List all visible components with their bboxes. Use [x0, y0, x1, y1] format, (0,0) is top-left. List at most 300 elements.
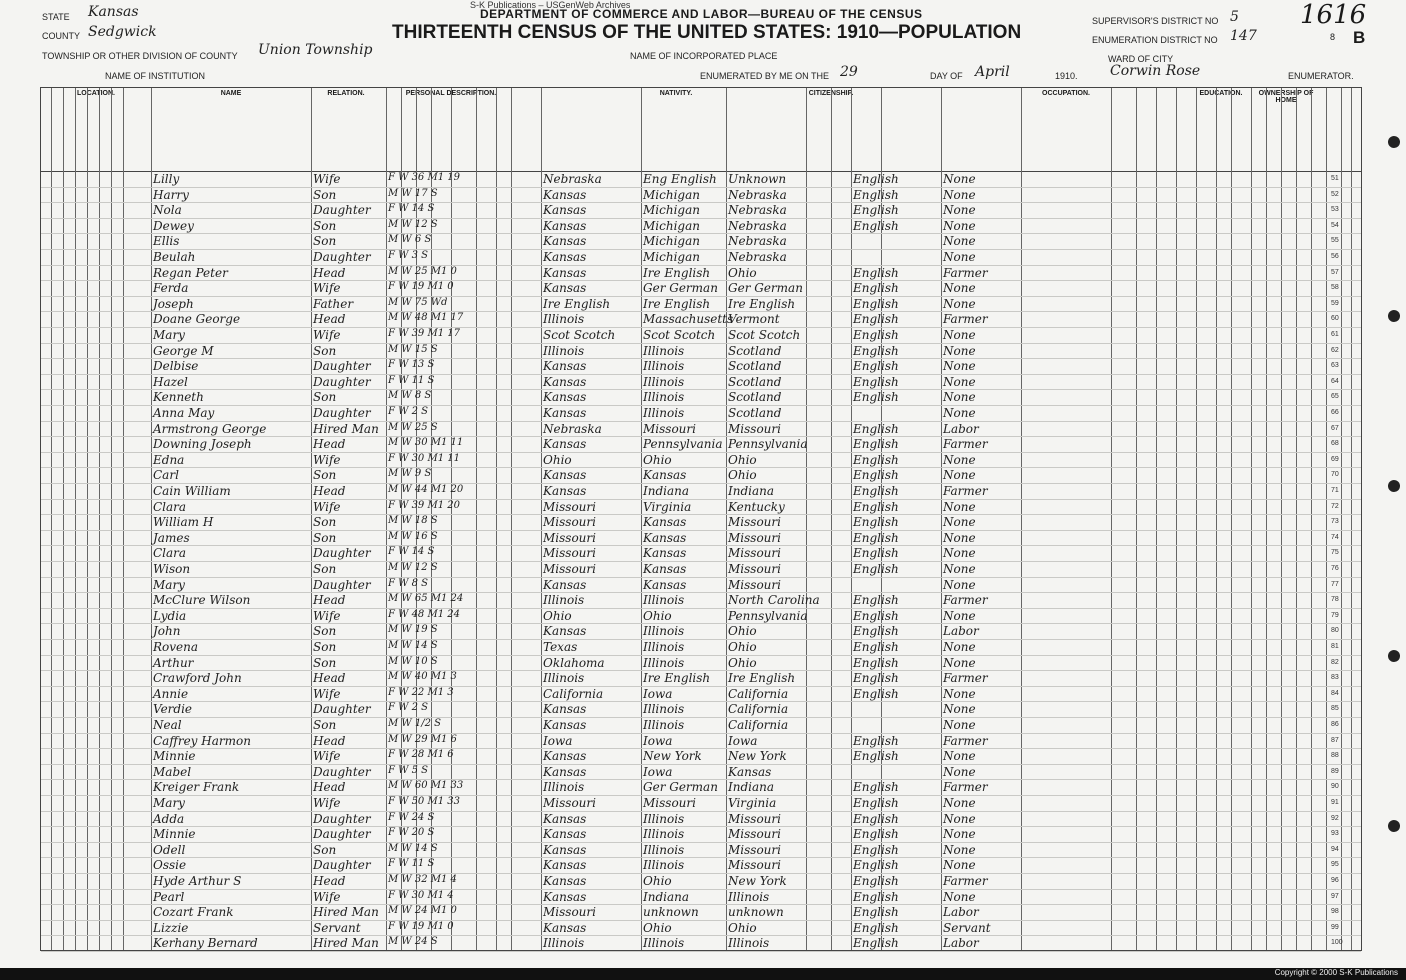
- birthplace-father: Ohio: [643, 920, 672, 935]
- relation-cell: Son: [313, 515, 337, 530]
- language-cell: English: [853, 874, 899, 888]
- birthplace-father: Virginia: [643, 499, 692, 514]
- language-cell: English: [853, 187, 899, 202]
- personal-description: M W 32 M1 4: [388, 874, 457, 885]
- birthplace-mother: Missouri: [728, 421, 781, 436]
- row-divider: [41, 857, 1361, 858]
- line-number: 76: [1331, 565, 1339, 572]
- county-label: COUNTY: [42, 31, 80, 41]
- occupation-cell: None: [943, 530, 976, 545]
- supervisor-value: 5: [1230, 9, 1239, 25]
- birthplace-father: Kansas: [643, 546, 687, 561]
- occupation-cell: None: [943, 640, 976, 654]
- row-divider: [41, 639, 1361, 640]
- relation-cell: Son: [313, 218, 337, 233]
- row-divider: [41, 202, 1361, 203]
- occupation-cell: None: [943, 889, 976, 904]
- line-number: 54: [1331, 221, 1339, 229]
- birthplace-mother: Missouri: [728, 530, 781, 545]
- person-name: Caffrey Harmon: [153, 733, 251, 748]
- group-relation: RELATION.: [327, 90, 365, 97]
- binder-hole: [1388, 480, 1400, 492]
- language-cell: English: [853, 749, 899, 764]
- occupation-cell: Farmer: [943, 874, 988, 888]
- relation-cell: Hired Man: [313, 905, 379, 920]
- person-name: Crawford John: [153, 671, 242, 686]
- line-number: 90: [1331, 783, 1339, 791]
- birthplace-mother: New York: [728, 874, 787, 888]
- language-cell: English: [853, 811, 899, 826]
- institution-label: NAME OF INSTITUTION: [105, 71, 205, 81]
- birthplace-mother: Ohio: [728, 640, 757, 654]
- birthplace-father: Ger German: [643, 281, 718, 296]
- line-number: 72: [1331, 502, 1339, 510]
- relation-cell: Daughter: [313, 406, 371, 420]
- person-name: Hazel: [153, 374, 188, 389]
- occupation-cell: None: [943, 702, 976, 717]
- birthplace-person: Kansas: [543, 250, 587, 264]
- language-cell: English: [853, 452, 899, 467]
- row-divider: [41, 343, 1361, 344]
- occupation-cell: None: [943, 359, 976, 374]
- line-number: 81: [1331, 643, 1339, 650]
- binder-hole: [1388, 820, 1400, 832]
- row-divider: [41, 717, 1361, 718]
- row-divider: [41, 686, 1361, 687]
- relation-cell: Son: [313, 234, 337, 249]
- birthplace-person: Missouri: [543, 905, 596, 920]
- occupation-cell: None: [943, 515, 976, 530]
- birthplace-father: Illinois: [643, 390, 685, 405]
- birthplace-person: Illinois: [543, 593, 585, 608]
- personal-description: F W 28 M1 6: [388, 749, 454, 761]
- birthplace-person: Kansas: [543, 218, 587, 233]
- occupation-cell: Farmer: [943, 312, 988, 327]
- year-label: 1910.: [1055, 71, 1078, 81]
- binder-hole: [1388, 650, 1400, 662]
- birthplace-person: Illinois: [543, 936, 585, 951]
- county-value: Sedgwick: [88, 24, 157, 40]
- line-number: 77: [1331, 580, 1339, 588]
- relation-cell: Son: [313, 343, 337, 358]
- occupation-cell: None: [943, 390, 976, 405]
- birthplace-mother: Indiana: [728, 484, 775, 498]
- language-cell: English: [853, 218, 899, 233]
- occupation-cell: Farmer: [943, 733, 988, 748]
- birthplace-mother: Scotland: [728, 374, 782, 389]
- birthplace-mother: Scotland: [728, 343, 782, 358]
- birthplace-father: Kansas: [643, 515, 687, 530]
- relation-cell: Daughter: [313, 250, 371, 264]
- relation-cell: Wife: [313, 889, 341, 904]
- person-name: Lizzie: [153, 920, 189, 935]
- birthplace-mother: Nebraska: [728, 203, 787, 218]
- birthplace-father: Illinois: [643, 593, 685, 608]
- language-cell: English: [853, 608, 899, 623]
- language-cell: English: [853, 499, 899, 514]
- birthplace-person: Kansas: [543, 281, 587, 296]
- birthplace-father: Illinois: [643, 936, 685, 951]
- birthplace-mother: Missouri: [728, 858, 781, 873]
- language-cell: English: [853, 889, 899, 904]
- relation-cell: Wife: [313, 452, 341, 467]
- relation-cell: Head: [313, 312, 346, 327]
- birthplace-person: Ohio: [543, 608, 572, 623]
- personal-description: F W 36 M1 19: [388, 172, 460, 183]
- birthplace-father: Illinois: [643, 718, 685, 732]
- personal-description: M W 40 M1 3: [388, 671, 457, 683]
- archive-credit: S-K Publications – USGenWeb Archives: [470, 0, 631, 10]
- row-divider: [41, 389, 1361, 390]
- relation-cell: Daughter: [313, 811, 371, 826]
- birthplace-father: Eng English: [643, 172, 717, 186]
- birthplace-father: Illinois: [643, 359, 685, 374]
- relation-cell: Wife: [313, 328, 341, 342]
- birthplace-father: Illinois: [643, 343, 685, 358]
- occupation-cell: None: [943, 374, 976, 389]
- sheet-letter: B: [1353, 28, 1366, 47]
- occupation-cell: Labor: [943, 624, 979, 639]
- birthplace-father: Illinois: [643, 374, 685, 389]
- language-cell: English: [853, 265, 899, 280]
- person-name: Dewey: [153, 218, 194, 233]
- page-title: THIRTEENTH CENSUS OF THE UNITED STATES: 1910—POPULATION: [392, 22, 1022, 43]
- birthplace-person: Kansas: [543, 187, 587, 202]
- birthplace-person: Kansas: [543, 811, 587, 826]
- birthplace-person: Kansas: [543, 749, 587, 764]
- person-name: Harry: [153, 187, 189, 202]
- personal-description: F W 14 S: [388, 546, 435, 558]
- personal-description: M W 25 S: [388, 421, 438, 433]
- birthplace-person: Kansas: [543, 702, 587, 717]
- personal-description: F W 50 M1 33: [388, 796, 460, 807]
- occupation-cell: None: [943, 218, 976, 233]
- language-cell: English: [853, 920, 899, 935]
- birthplace-person: Nebraska: [543, 172, 602, 186]
- supervisor-label: SUPERVISOR'S DISTRICT NO: [1092, 16, 1219, 26]
- line-number: 89: [1331, 767, 1339, 775]
- birthplace-father: Illinois: [643, 811, 685, 826]
- occupation-cell: Farmer: [943, 780, 988, 795]
- line-number: 51: [1331, 175, 1339, 182]
- person-name: William H: [153, 515, 214, 530]
- personal-description: M W 75 Wd: [388, 296, 448, 308]
- personal-description: F W 30 M1 11: [388, 452, 460, 464]
- birthplace-father: Illinois: [643, 624, 685, 639]
- birthplace-person: Missouri: [543, 499, 596, 514]
- birthplace-mother: Missouri: [728, 842, 781, 857]
- birthplace-father: Illinois: [643, 827, 685, 842]
- personal-description: M W 30 M1 11: [388, 437, 464, 449]
- person-name: Regan Peter: [153, 265, 228, 280]
- relation-cell: Father: [313, 296, 354, 311]
- row-divider: [41, 608, 1361, 609]
- row-divider: [41, 826, 1361, 827]
- personal-description: F W 13 S: [388, 359, 435, 371]
- birthplace-mother: Virginia: [728, 796, 777, 810]
- occupation-cell: Farmer: [943, 593, 988, 608]
- occupation-cell: None: [943, 796, 976, 810]
- relation-cell: Hired Man: [313, 936, 379, 951]
- birthplace-person: Kansas: [543, 374, 587, 389]
- line-number: 100: [1331, 939, 1343, 947]
- person-name: Rovena: [153, 640, 199, 654]
- row-divider: [41, 623, 1361, 624]
- birthplace-person: Texas: [543, 640, 578, 654]
- language-cell: English: [853, 484, 899, 498]
- birthplace-person: Oklahoma: [543, 655, 605, 670]
- person-name: George M: [153, 343, 214, 358]
- birthplace-person: Kansas: [543, 265, 587, 280]
- birthplace-mother: Ohio: [728, 624, 757, 639]
- person-name: James: [153, 530, 190, 545]
- relation-cell: Son: [313, 390, 337, 405]
- relation-cell: Daughter: [313, 764, 371, 779]
- language-cell: English: [853, 172, 899, 186]
- birthplace-mother: Scot Scotch: [728, 328, 801, 342]
- language-cell: English: [853, 827, 899, 842]
- birthplace-mother: Unknown: [728, 172, 787, 186]
- language-cell: English: [853, 686, 899, 701]
- birthplace-mother: Ohio: [728, 452, 757, 467]
- relation-cell: Wife: [313, 172, 341, 186]
- person-name: Annie: [153, 686, 189, 701]
- birthplace-father: Ire English: [643, 265, 711, 280]
- personal-description: F W 11 S: [388, 858, 435, 870]
- person-name: Nola: [153, 203, 182, 218]
- birthplace-mother: Nebraska: [728, 218, 787, 233]
- line-number: 85: [1331, 705, 1339, 713]
- person-name: Minnie: [153, 827, 196, 842]
- birthplace-father: Missouri: [643, 421, 696, 436]
- birthplace-father: Michigan: [643, 250, 700, 264]
- sheet-number: 8: [1330, 32, 1336, 42]
- birthplace-person: Illinois: [543, 343, 585, 358]
- birthplace-person: Missouri: [543, 530, 596, 545]
- row-divider: [41, 842, 1361, 843]
- line-number: 88: [1331, 752, 1339, 760]
- line-number: 68: [1331, 440, 1339, 448]
- birthplace-father: Ire English: [643, 671, 711, 686]
- relation-cell: Head: [313, 265, 346, 280]
- personal-description: M W 16 S: [388, 530, 438, 542]
- occupation-cell: None: [943, 827, 976, 842]
- relation-cell: Son: [313, 718, 337, 732]
- relation-cell: Son: [313, 640, 337, 654]
- line-number: 67: [1331, 424, 1339, 432]
- occupation-cell: None: [943, 187, 976, 202]
- relation-cell: Wife: [313, 608, 341, 623]
- person-name: Ferda: [153, 281, 189, 296]
- birthplace-person: Kansas: [543, 577, 587, 592]
- personal-description: M W 10 S: [388, 655, 438, 667]
- person-name: Lilly: [153, 172, 180, 186]
- birthplace-person: Iowa: [543, 733, 573, 748]
- person-name: Mary: [153, 577, 185, 592]
- line-number: 99: [1331, 923, 1339, 931]
- personal-description: F W 19 M1 0: [388, 920, 454, 932]
- line-number: 82: [1331, 658, 1339, 666]
- birthplace-mother: Ohio: [728, 265, 757, 280]
- birthplace-mother: Nebraska: [728, 187, 787, 202]
- group-citizenship: CITIZENSHIP.: [808, 90, 854, 97]
- row-divider: [41, 358, 1361, 359]
- personal-description: M W 12 S: [388, 218, 438, 230]
- birthplace-mother: Missouri: [728, 546, 781, 561]
- occupation-cell: Servant: [943, 920, 991, 935]
- person-name: Mary: [153, 328, 185, 342]
- line-number: 96: [1331, 877, 1339, 884]
- birthplace-mother: Illinois: [728, 889, 770, 904]
- personal-description: F W 5 S: [388, 764, 428, 776]
- person-name: Verdie: [153, 702, 193, 717]
- person-name: Cozart Frank: [153, 905, 234, 920]
- relation-cell: Wife: [313, 281, 341, 296]
- language-cell: English: [853, 546, 899, 561]
- personal-description: M W 24 S: [388, 936, 438, 948]
- line-number: 70: [1331, 471, 1339, 479]
- birthplace-mother: California: [728, 686, 789, 701]
- column-header-band: [41, 88, 1361, 172]
- personal-description: M W 44 M1 20: [388, 484, 464, 495]
- occupation-cell: None: [943, 842, 976, 857]
- person-name: Odell: [153, 842, 186, 857]
- personal-description: F W 30 M1 4: [388, 889, 454, 901]
- line-number: 53: [1331, 206, 1339, 214]
- row-divider: [41, 374, 1361, 375]
- line-number: 60: [1331, 315, 1339, 323]
- binder-hole: [1388, 310, 1400, 322]
- birthplace-mother: Missouri: [728, 562, 781, 576]
- birthplace-person: Kansas: [543, 390, 587, 405]
- birthplace-person: Missouri: [543, 796, 596, 810]
- occupation-cell: None: [943, 234, 976, 249]
- row-divider: [41, 889, 1361, 890]
- personal-description: F W 11 S: [388, 374, 435, 386]
- birthplace-mother: Vermont: [728, 312, 780, 327]
- birthplace-father: Ire English: [643, 296, 711, 311]
- occupation-cell: None: [943, 686, 976, 701]
- birthplace-person: Kansas: [543, 468, 587, 483]
- birthplace-mother: Ire English: [728, 296, 796, 311]
- birthplace-person: Kansas: [543, 437, 587, 452]
- relation-cell: Head: [313, 733, 346, 748]
- township-label: TOWNSHIP OR OTHER DIVISION OF COUNTY: [42, 51, 238, 61]
- relation-cell: Son: [313, 530, 337, 545]
- occupation-cell: None: [943, 203, 976, 218]
- row-divider: [41, 655, 1361, 656]
- copyright-text: Copyright © 2000 S-K Publications: [1274, 968, 1398, 977]
- birthplace-mother: Pennsylvania: [728, 437, 808, 452]
- birthplace-father: Michigan: [643, 234, 700, 249]
- personal-description: F W 39 M1 20: [388, 499, 460, 511]
- personal-description: M W 17 S: [388, 187, 438, 199]
- relation-cell: Wife: [313, 686, 341, 701]
- personal-description: M W 19 S: [388, 624, 438, 636]
- birthplace-mother: Missouri: [728, 811, 781, 826]
- birthplace-mother: Scotland: [728, 359, 782, 374]
- birthplace-person: Kansas: [543, 874, 587, 888]
- birthplace-person: Kansas: [543, 203, 587, 218]
- personal-description: F W 22 M1 3: [388, 686, 454, 698]
- birthplace-person: Kansas: [543, 234, 587, 249]
- language-cell: English: [853, 437, 899, 452]
- language-cell: English: [853, 671, 899, 686]
- relation-cell: Servant: [313, 920, 361, 935]
- person-name: Minnie: [153, 749, 196, 764]
- birthplace-father: Kansas: [643, 530, 687, 545]
- personal-description: F W 14 S: [388, 203, 435, 215]
- line-number: 95: [1331, 861, 1339, 869]
- language-cell: English: [853, 655, 899, 670]
- relation-cell: Son: [313, 187, 337, 202]
- relation-cell: Daughter: [313, 546, 371, 561]
- birthplace-father: Kansas: [643, 562, 687, 576]
- row-divider: [41, 577, 1361, 578]
- relation-cell: Head: [313, 484, 346, 498]
- person-name: Clara: [153, 546, 187, 561]
- birthplace-mother: Ohio: [728, 468, 757, 483]
- birthplace-father: Illinois: [643, 858, 685, 873]
- birthplace-mother: Nebraska: [728, 234, 787, 249]
- line-number: 80: [1331, 627, 1339, 635]
- birthplace-father: Ohio: [643, 452, 672, 467]
- person-name: Kerhany Bernard: [153, 936, 258, 951]
- language-cell: English: [853, 328, 899, 342]
- line-number: 63: [1331, 362, 1339, 370]
- person-name: Mabel: [153, 764, 192, 779]
- relation-cell: Daughter: [313, 827, 371, 842]
- language-cell: English: [853, 468, 899, 483]
- line-number: 64: [1331, 377, 1339, 385]
- language-cell: English: [853, 390, 899, 405]
- occupation-cell: None: [943, 499, 976, 514]
- occupation-cell: None: [943, 250, 976, 264]
- birthplace-mother: California: [728, 718, 789, 732]
- birthplace-father: Michigan: [643, 218, 700, 233]
- birthplace-mother: New York: [728, 749, 787, 764]
- occupation-cell: None: [943, 328, 976, 342]
- birthplace-person: Ire English: [543, 296, 611, 311]
- personal-description: F W 2 S: [388, 406, 428, 417]
- enumerated-label: ENUMERATED BY ME ON THE: [700, 71, 830, 81]
- language-cell: English: [853, 530, 899, 545]
- birthplace-mother: Illinois: [728, 936, 770, 951]
- row-divider: [41, 514, 1361, 515]
- line-number: 56: [1331, 253, 1339, 260]
- occupation-cell: None: [943, 296, 976, 311]
- birthplace-person: Illinois: [543, 671, 585, 686]
- person-name: Clara: [153, 499, 187, 514]
- enumerated-day: 29: [840, 64, 858, 80]
- birthplace-person: Nebraska: [543, 421, 602, 436]
- relation-cell: Head: [313, 437, 346, 452]
- birthplace-mother: Nebraska: [728, 250, 787, 264]
- birthplace-mother: unknown: [728, 905, 784, 920]
- person-name: Downing Joseph: [153, 437, 252, 452]
- occupation-cell: None: [943, 468, 976, 483]
- personal-description: M W 65 M1 24: [388, 593, 464, 605]
- personal-description: M W 15 S: [388, 343, 438, 355]
- personal-description: F W 24 S: [388, 811, 435, 823]
- person-name: Doane George: [153, 312, 241, 327]
- line-number: 83: [1331, 674, 1339, 682]
- row-divider: [41, 811, 1361, 812]
- language-cell: English: [853, 515, 899, 530]
- language-cell: English: [853, 421, 899, 436]
- row-divider: [41, 218, 1361, 219]
- occupation-cell: None: [943, 858, 976, 873]
